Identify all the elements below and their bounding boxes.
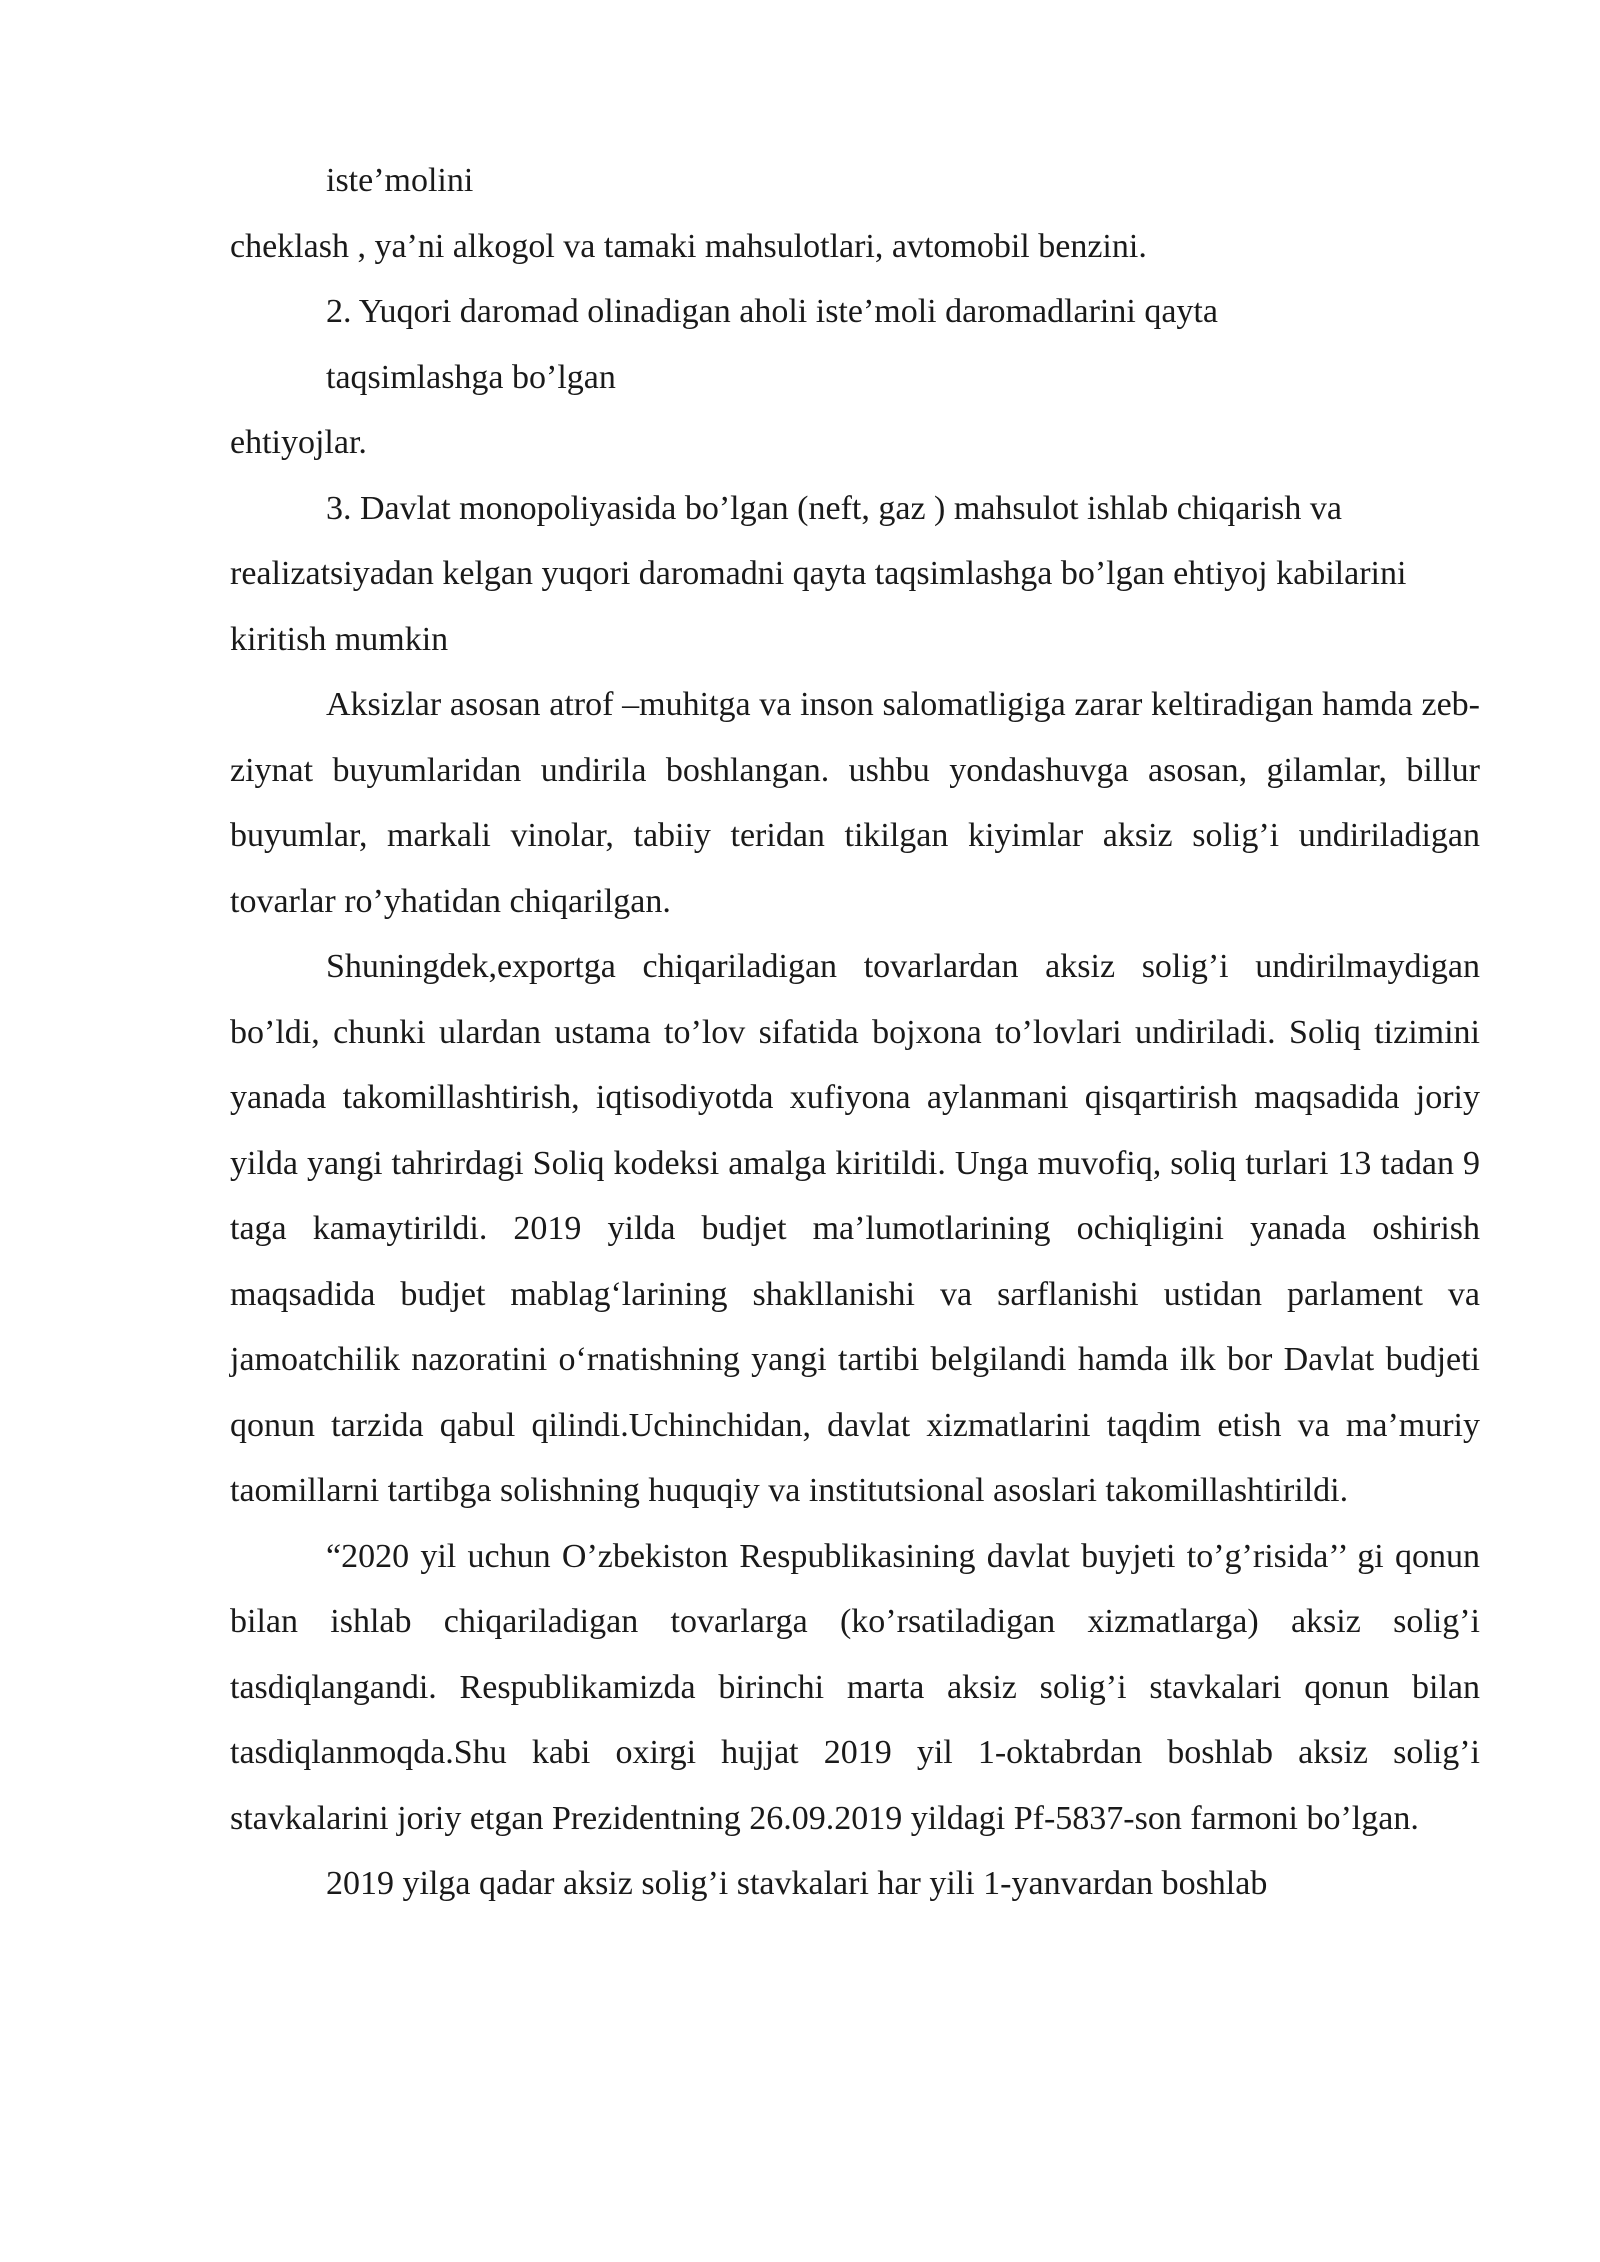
paragraph-shuningdek: Shuningdek,exportga chiqariladigan tovarlardan aksiz solig’i undirilmaydigan bo’ldi, chunki ulardan ustama to’lov sifatida bojxona to’lovlari undiriladi. Soliq tizimini yanada takomillashtirish, iqtisodiyotda xufiyona aylanmani qisqartirish maqsadida joriy yilda yangi tahrirdagi Soliq kodeksi amalga kiritildi. Unga muvofiq, soliq turlari 13 tadan 9 taga kamaytirildi. 2019 yilda budjet ma’lumotlarining ochiqligini yanada oshirish maqsadida budjet mablag‘larining shakllanishi va sarflanishi ustidan parlament va jamoatchilik nazoratini o‘rnatishning yangi tartibi belgilandi hamda ilk bor Davlat budjeti qonun tarzida qabul qilindi.Uchinchidan, davlat xizmatlarini taqdim etish va ma’muriy taomillarni tartibga solishning huquqiy va institutsional asoslari takomillashtirildi.	[230, 948, 1480, 1509]
list-item-2-line: taqsimlashga bo’lgan	[326, 358, 616, 396]
text-line: ehtiyojlar.	[230, 424, 367, 461]
paragraph-2020-budget-law: “2020 yil uchun O’zbekiston Respublikasining davlat buyjeti to’g’risida’’ gi qonun bilan ishlab chiqariladigan tovarlarga (ko’rsatiladigan xizmatlarga) aksiz solig’i tasdiqlangandi. Respublikamizda birinchi marta aksiz solig’i stavkalari qonun bilan tasdiqlanmoqda.Shu kabi oxirgi hujjat 2019 yil 1-oktabrdan boshlab aksiz solig’i stavkalarini joriy etgan Prezidentning 26.09.2019 yildagi Pf-5837-son farmoni bo’lgan.	[230, 1537, 1480, 1837]
list-item-2-line: 2. Yuqori daromad olinadigan aholi iste’moli daromadlarini qayta	[326, 293, 1218, 330]
text-line: cheklash , ya’ni alkogol va tamaki mahsulotlari, avtomobil benzini.	[230, 227, 1147, 265]
text-line: iste’molini	[326, 162, 474, 199]
paragraph-aksizlar: Aksizlar asosan atrof –muhitga va inson salomatligiga zarar keltiradigan hamda zeb-ziynat buyumlaridan undirila boshlangan. ushbu yondashuvga asosan, gilamlar, billur buyumlar, markali vinolar, tabiiy teridan tikilgan kiyimlar aksiz solig’i undiriladigan tovarlar ro’yhatidan chiqarilgan.	[230, 686, 1480, 920]
document-body	[230, 148, 1480, 1917]
list-item-3: 3. Davlat monopoliyasida bo’lgan (neft, gaz ) mahsulot ishlab chiqarish va realizatsiyadan kelgan yuqori daromadni qayta taqsimlashga bo’lgan ehtiyoj kabilarini kiritish mumkin	[230, 489, 1407, 658]
paragraph-2019-rates: 2019 yilga qadar aksiz solig’i stavkalari har yili 1-yanvardan boshlab	[326, 1865, 1268, 1902]
